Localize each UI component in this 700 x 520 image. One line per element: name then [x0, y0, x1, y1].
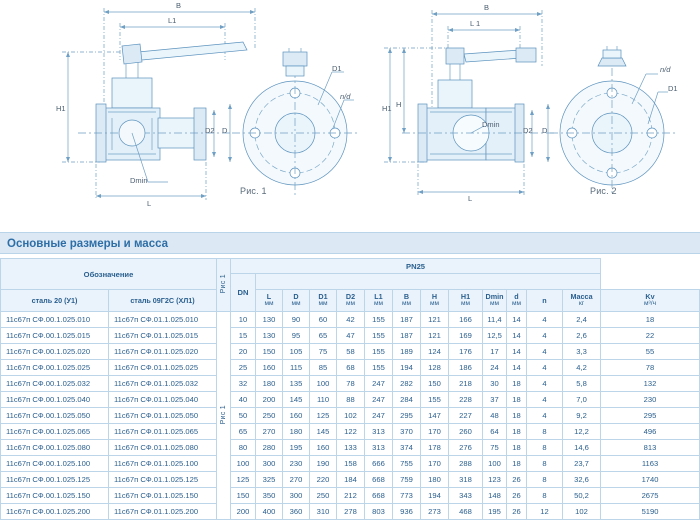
cell-B: 282 [393, 376, 421, 392]
cell-mass: 2,6 [563, 328, 601, 344]
cell-L1: 666 [365, 456, 393, 472]
cell-dn: 25 [231, 360, 256, 376]
cell-d: 18 [507, 376, 527, 392]
cell-designation-steel09g2c: 11с67п СФ.01.1.025.150 [109, 488, 217, 504]
dim-fig2-H: H [396, 100, 402, 109]
cell-L: 180 [256, 376, 283, 392]
cell-kv: 5190 [601, 504, 700, 520]
cell-D1: 145 [310, 424, 337, 440]
cell-H: 170 [421, 424, 449, 440]
cell-Dmin: 75 [483, 440, 507, 456]
cell-D2: 68 [337, 360, 365, 376]
cell-designation-steel09g2c: 11с67п СФ.01.1.025.080 [109, 440, 217, 456]
cell-L: 200 [256, 392, 283, 408]
table-row[interactable] [1, 488, 700, 504]
th-steel20: сталь 20 (У1) [1, 290, 109, 312]
cell-H1: 166 [449, 312, 483, 328]
cell-D1: 75 [310, 344, 337, 360]
cell-B: 759 [393, 472, 421, 488]
dim-fig2-L1: L 1 [470, 19, 481, 28]
cell-D1: 85 [310, 360, 337, 376]
cell-mass: 14,6 [563, 440, 601, 456]
cell-D1: 160 [310, 440, 337, 456]
cell-H1: 186 [449, 360, 483, 376]
cell-L1: 668 [365, 472, 393, 488]
cell-d: 18 [507, 440, 527, 456]
cell-kv: 230 [601, 392, 700, 408]
th-H1: H1 мм [449, 290, 483, 312]
dim-fig1-nd: n/d [340, 92, 351, 101]
cell-Dmin: 195 [483, 504, 507, 520]
cell-B: 189 [393, 344, 421, 360]
cell-n: 8 [527, 440, 563, 456]
th-B: B мм [393, 290, 421, 312]
cell-B: 755 [393, 456, 421, 472]
cell-L1: 155 [365, 312, 393, 328]
cell-Dmin: 48 [483, 408, 507, 424]
cell-H: 194 [421, 488, 449, 504]
cell-D: 160 [283, 408, 310, 424]
cell-H: 178 [421, 440, 449, 456]
cell-D: 230 [283, 456, 310, 472]
cell-L1: 155 [365, 328, 393, 344]
cell-designation-steel09g2c: 11с67п СФ.01.1.025.200 [109, 504, 217, 520]
dim-fig2-D1: D1 [668, 84, 678, 93]
cell-D2: 42 [337, 312, 365, 328]
cell-B: 187 [393, 328, 421, 344]
cell-designation-steel20: 11с67п СФ.00.1.025.015 [1, 328, 109, 344]
cell-B: 773 [393, 488, 421, 504]
cell-H1: 218 [449, 376, 483, 392]
cell-Dmin: 123 [483, 472, 507, 488]
cell-L: 300 [256, 456, 283, 472]
cell-H: 273 [421, 504, 449, 520]
cell-d: 14 [507, 344, 527, 360]
dim-fig1-H1: H1 [56, 104, 66, 113]
th-designation: Обозначение [1, 259, 217, 290]
cell-D: 180 [283, 424, 310, 440]
cell-D2: 58 [337, 344, 365, 360]
cell-dn: 80 [231, 440, 256, 456]
th-H: H мм [421, 290, 449, 312]
dim-fig1-L1: L1 [168, 16, 177, 25]
th-L: L мм [256, 290, 283, 312]
cell-n: 4 [527, 328, 563, 344]
cell-B: 374 [393, 440, 421, 456]
cell-D: 270 [283, 472, 310, 488]
cell-kv: 22 [601, 328, 700, 344]
cell-n: 8 [527, 472, 563, 488]
table-row[interactable] [1, 472, 700, 488]
cell-Dmin: 30 [483, 376, 507, 392]
cell-ris-label: Рис 1 [220, 404, 227, 425]
dim-fig2-D2: D2 [523, 126, 533, 135]
cell-n: 4 [527, 408, 563, 424]
dim-fig2-D: D [542, 126, 548, 135]
table-row[interactable] [1, 440, 700, 456]
technical-drawings-panel [0, 0, 700, 222]
cell-n: 4 [527, 312, 563, 328]
th-ris-label: Рис 1 [220, 274, 227, 294]
cell-L1: 803 [365, 504, 393, 520]
cell-mass: 4,2 [563, 360, 601, 376]
cell-Dmin: 100 [483, 456, 507, 472]
cell-dn: 20 [231, 344, 256, 360]
dim-fig2-Dmin: Dmin [482, 120, 500, 129]
cell-d: 18 [507, 408, 527, 424]
cell-D2: 278 [337, 504, 365, 520]
cell-dn: 200 [231, 504, 256, 520]
cell-D1: 220 [310, 472, 337, 488]
cell-mass: 2,4 [563, 312, 601, 328]
cell-D2: 78 [337, 376, 365, 392]
dim-fig1-D2: D2 [205, 126, 215, 135]
dim-fig2-B: B [484, 3, 490, 12]
cell-D1: 110 [310, 392, 337, 408]
cell-H1: 176 [449, 344, 483, 360]
cell-kv: 813 [601, 440, 700, 456]
dimensions-table-wrapper [0, 258, 700, 520]
cell-dn: 40 [231, 392, 256, 408]
cell-D1: 310 [310, 504, 337, 520]
cell-designation-steel20: 11с67п СФ.00.1.025.125 [1, 472, 109, 488]
cell-designation-steel09g2c: 11с67п СФ.01.1.025.125 [109, 472, 217, 488]
cell-H: 170 [421, 456, 449, 472]
cell-designation-steel20: 11с67п СФ.00.1.025.050 [1, 408, 109, 424]
figure-2-label: Рис. 2 [590, 186, 617, 196]
cell-mass: 5,8 [563, 376, 601, 392]
cell-n: 8 [527, 488, 563, 504]
table-row[interactable] [1, 376, 700, 392]
cell-D1: 190 [310, 456, 337, 472]
cell-mass: 102 [563, 504, 601, 520]
cell-designation-steel09g2c: 11с67п СФ.01.1.025.032 [109, 376, 217, 392]
cell-designation-steel09g2c: 11с67п СФ.01.1.025.015 [109, 328, 217, 344]
cell-dn: 32 [231, 376, 256, 392]
cell-designation-steel20: 11с67п СФ.00.1.025.032 [1, 376, 109, 392]
figure-2-drawing [360, 0, 700, 222]
cell-H: 147 [421, 408, 449, 424]
cell-D: 135 [283, 376, 310, 392]
th-ris [217, 259, 231, 312]
cell-d: 18 [507, 392, 527, 408]
cell-Dmin: 37 [483, 392, 507, 408]
cell-dn: 100 [231, 456, 256, 472]
dim-fig2-nd: n/d [660, 65, 671, 74]
cell-d: 26 [507, 504, 527, 520]
dim-fig1-D: D [222, 126, 228, 135]
cell-designation-steel09g2c: 11с67п СФ.01.1.025.050 [109, 408, 217, 424]
cell-d: 26 [507, 488, 527, 504]
cell-d: 14 [507, 360, 527, 376]
dimensions-table [0, 258, 700, 520]
cell-dn: 15 [231, 328, 256, 344]
cell-mass: 3,3 [563, 344, 601, 360]
cell-n: 4 [527, 376, 563, 392]
th-d: d мм [507, 290, 527, 312]
cell-D2: 122 [337, 424, 365, 440]
cell-L: 350 [256, 488, 283, 504]
cell-H1: 227 [449, 408, 483, 424]
table-row[interactable] [1, 312, 700, 328]
cell-designation-steel20: 11с67п СФ.00.1.025.010 [1, 312, 109, 328]
cell-Dmin: 64 [483, 424, 507, 440]
th-steel09g2c: сталь 09Г2С (ХЛ1) [109, 290, 217, 312]
cell-mass: 32,6 [563, 472, 601, 488]
cell-D1: 250 [310, 488, 337, 504]
cell-Dmin: 148 [483, 488, 507, 504]
cell-D: 95 [283, 328, 310, 344]
table-row[interactable] [1, 344, 700, 360]
dim-fig1-L: L [147, 199, 152, 208]
cell-H1: 228 [449, 392, 483, 408]
figure-1-label: Рис. 1 [240, 186, 267, 196]
cell-L1: 155 [365, 360, 393, 376]
th-D2: D2 мм [337, 290, 365, 312]
cell-d: 14 [507, 328, 527, 344]
cell-D2: 133 [337, 440, 365, 456]
th-L1: L1 мм [365, 290, 393, 312]
cell-n: 4 [527, 392, 563, 408]
cell-L: 280 [256, 440, 283, 456]
cell-H1: 343 [449, 488, 483, 504]
dimensions-table-body [1, 312, 700, 520]
cell-d: 14 [507, 312, 527, 328]
cell-designation-steel09g2c: 11с67п СФ.01.1.025.040 [109, 392, 217, 408]
cell-D1: 65 [310, 328, 337, 344]
cell-kv: 18 [601, 312, 700, 328]
cell-B: 284 [393, 392, 421, 408]
cell-designation-steel09g2c: 11с67п СФ.01.1.025.020 [109, 344, 217, 360]
cell-designation-steel20: 11с67п СФ.00.1.025.040 [1, 392, 109, 408]
th-Dmin: Dmin мм [483, 290, 507, 312]
cell-designation-steel20: 11с67п СФ.00.1.025.065 [1, 424, 109, 440]
cell-D: 300 [283, 488, 310, 504]
cell-designation-steel20: 11с67п СФ.00.1.025.080 [1, 440, 109, 456]
th-mass: Масса кг [563, 290, 601, 312]
cell-L1: 247 [365, 376, 393, 392]
cell-designation-steel20: 11с67п СФ.00.1.025.100 [1, 456, 109, 472]
cell-designation-steel20: 11с67п СФ.00.1.025.200 [1, 504, 109, 520]
cell-H: 121 [421, 312, 449, 328]
cell-kv: 2675 [601, 488, 700, 504]
cell-L: 400 [256, 504, 283, 520]
dim-fig1-B: B [176, 1, 182, 10]
cell-H: 180 [421, 472, 449, 488]
cell-L: 325 [256, 472, 283, 488]
cell-L1: 155 [365, 344, 393, 360]
figure-1-drawing [0, 0, 360, 222]
cell-kv: 55 [601, 344, 700, 360]
cell-n: 4 [527, 344, 563, 360]
cell-L: 270 [256, 424, 283, 440]
cell-d: 18 [507, 456, 527, 472]
cell-D2: 47 [337, 328, 365, 344]
th-D1: D1 мм [310, 290, 337, 312]
cell-D: 105 [283, 344, 310, 360]
th-pn: PN25 [231, 259, 601, 274]
cell-dn: 150 [231, 488, 256, 504]
cell-B: 370 [393, 424, 421, 440]
cell-L: 160 [256, 360, 283, 376]
cell-n: 12 [527, 504, 563, 520]
cell-kv: 496 [601, 424, 700, 440]
cell-D: 90 [283, 312, 310, 328]
cell-H: 124 [421, 344, 449, 360]
cell-L1: 313 [365, 440, 393, 456]
cell-D2: 212 [337, 488, 365, 504]
cell-L1: 313 [365, 424, 393, 440]
cell-kv: 78 [601, 360, 700, 376]
cell-Dmin: 17 [483, 344, 507, 360]
cell-D1: 125 [310, 408, 337, 424]
cell-designation-steel09g2c: 11с67п СФ.01.1.025.010 [109, 312, 217, 328]
cell-Dmin: 12,5 [483, 328, 507, 344]
cell-B: 187 [393, 312, 421, 328]
cell-designation-steel20: 11с67п СФ.00.1.025.020 [1, 344, 109, 360]
cell-Dmin: 11,4 [483, 312, 507, 328]
cell-H: 155 [421, 392, 449, 408]
cell-D2: 102 [337, 408, 365, 424]
cell-mass: 9,2 [563, 408, 601, 424]
cell-D: 145 [283, 392, 310, 408]
cell-Dmin: 24 [483, 360, 507, 376]
cell-L: 130 [256, 312, 283, 328]
cell-designation-steel09g2c: 11с67п СФ.01.1.025.025 [109, 360, 217, 376]
cell-D2: 88 [337, 392, 365, 408]
cell-H1: 260 [449, 424, 483, 440]
table-row[interactable] [1, 392, 700, 408]
cell-L1: 247 [365, 392, 393, 408]
cell-L: 150 [256, 344, 283, 360]
cell-B: 295 [393, 408, 421, 424]
cell-D1: 60 [310, 312, 337, 328]
cell-H1: 169 [449, 328, 483, 344]
cell-H: 121 [421, 328, 449, 344]
cell-dn: 10 [231, 312, 256, 328]
cell-H: 128 [421, 360, 449, 376]
th-D: D мм [283, 290, 310, 312]
section-title: Основные размеры и масса [0, 232, 700, 254]
cell-kv: 1740 [601, 472, 700, 488]
cell-designation-steel09g2c: 11с67п СФ.01.1.025.065 [109, 424, 217, 440]
cell-L: 250 [256, 408, 283, 424]
cell-D: 115 [283, 360, 310, 376]
cell-D: 360 [283, 504, 310, 520]
cell-kv: 1163 [601, 456, 700, 472]
cell-n: 8 [527, 424, 563, 440]
cell-ris [217, 312, 231, 520]
cell-H1: 318 [449, 472, 483, 488]
cell-D2: 184 [337, 472, 365, 488]
cell-H: 150 [421, 376, 449, 392]
cell-n: 8 [527, 456, 563, 472]
cell-d: 26 [507, 472, 527, 488]
cell-dn: 125 [231, 472, 256, 488]
cell-H1: 468 [449, 504, 483, 520]
dim-fig1-Dmin: Dmin [130, 176, 148, 185]
cell-H1: 276 [449, 440, 483, 456]
table-row[interactable] [1, 360, 700, 376]
cell-n: 4 [527, 360, 563, 376]
cell-designation-steel20: 11с67п СФ.00.1.025.150 [1, 488, 109, 504]
th-n: n [527, 290, 563, 312]
cell-B: 936 [393, 504, 421, 520]
dim-fig2-L: L [468, 194, 473, 203]
cell-designation-steel09g2c: 11с67п СФ.01.1.025.100 [109, 456, 217, 472]
cell-mass: 23,7 [563, 456, 601, 472]
th-dn: DN [231, 274, 256, 312]
cell-mass: 7,0 [563, 392, 601, 408]
cell-B: 194 [393, 360, 421, 376]
cell-kv: 295 [601, 408, 700, 424]
dim-fig1-D1: D1 [332, 64, 342, 73]
cell-kv: 132 [601, 376, 700, 392]
dim-fig2-H1: H1 [382, 104, 392, 113]
cell-D2: 158 [337, 456, 365, 472]
cell-H1: 288 [449, 456, 483, 472]
cell-L1: 247 [365, 408, 393, 424]
th-spacer [256, 274, 601, 290]
table-row[interactable] [1, 408, 700, 424]
cell-d: 18 [507, 424, 527, 440]
th-kv: Kv м³/ч [601, 290, 700, 312]
cell-L1: 668 [365, 488, 393, 504]
table-row[interactable] [1, 456, 700, 472]
cell-dn: 50 [231, 408, 256, 424]
cell-D1: 100 [310, 376, 337, 392]
cell-designation-steel20: 11с67п СФ.00.1.025.025 [1, 360, 109, 376]
cell-dn: 65 [231, 424, 256, 440]
cell-L: 130 [256, 328, 283, 344]
cell-D: 195 [283, 440, 310, 456]
table-row[interactable] [1, 328, 700, 344]
table-row[interactable] [1, 424, 700, 440]
cell-mass: 12,2 [563, 424, 601, 440]
cell-mass: 50,2 [563, 488, 601, 504]
